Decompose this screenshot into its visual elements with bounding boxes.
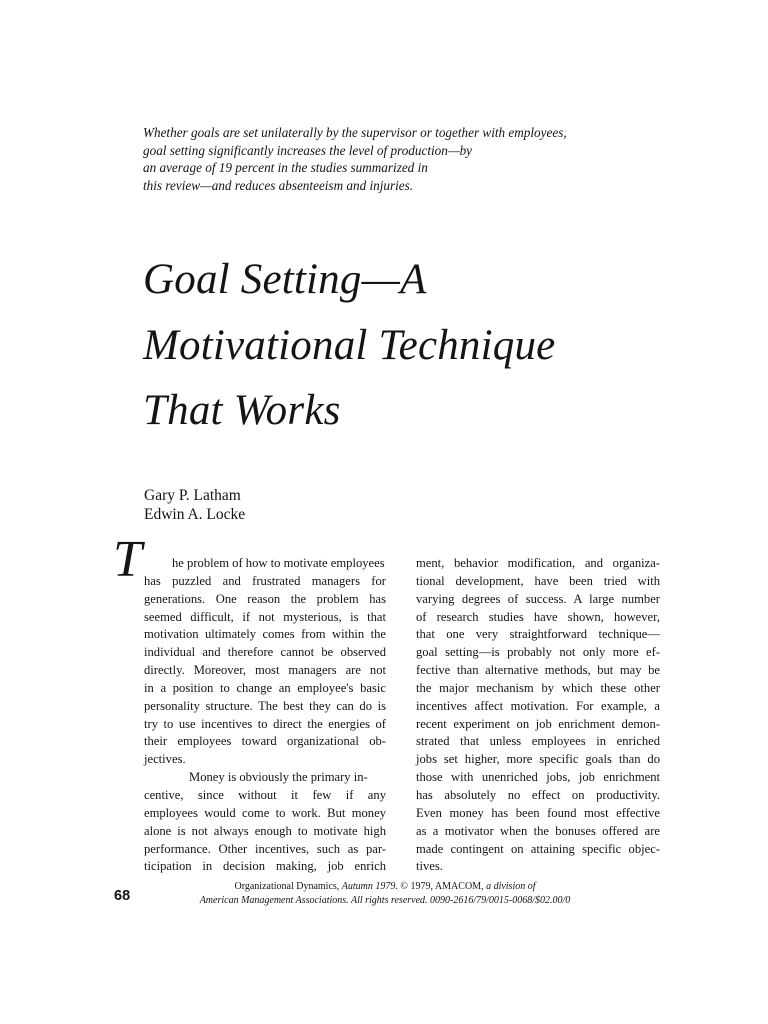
body-line: recent experiment on job enrichment demon- <box>416 716 660 731</box>
drop-cap: T <box>113 531 142 588</box>
article-code: 0090-2616/79/0015-0068/$02.00/0 <box>430 894 571 906</box>
authors <box>144 486 245 524</box>
copyright-notice: © 1979, AMACOM, <box>400 881 484 892</box>
body-line: Money is obviously the primary in- <box>189 770 368 785</box>
body-line: strated that unless employees in enriched <box>416 734 660 749</box>
body-line: varying degrees of success. A large number <box>416 591 660 606</box>
body-column-left <box>144 555 386 876</box>
body-line: performance. Other incentives, such as par- <box>144 841 386 856</box>
body-line: the major mechanism by which these other <box>416 680 660 695</box>
body-line: as a motivator when the bonuses offered are <box>416 823 660 838</box>
body-line: tives. <box>416 859 443 874</box>
body-line: personality structure. The best they can do is <box>144 698 386 713</box>
title-line: Goal Setting—A <box>143 256 427 303</box>
body-line: has puzzled and frustrated managers for <box>144 573 386 588</box>
abstract-line: goal setting significantly increases the level of production—by <box>143 142 473 158</box>
body-line: made contingent on attaining specific objec- <box>416 841 660 856</box>
body-line: directly. Moreover, most managers are not <box>144 663 386 678</box>
body-line: tional development, have been tried with <box>416 573 660 588</box>
journal-name: Organizational Dynamics, <box>234 881 340 892</box>
body-line: he problem of how to motivate employees <box>172 556 385 570</box>
body-line: jectives. <box>144 752 186 767</box>
body-line: has absolutely no effect on productivity. <box>416 787 660 802</box>
publisher-rights: American Management Associations. All rights reserved. <box>199 894 428 906</box>
body-line: individual and therefore cannot be observed <box>144 645 386 660</box>
author-name: Edwin A. Locke <box>144 506 246 523</box>
page-number: 68 <box>114 888 131 904</box>
footer-line-1 <box>150 880 620 894</box>
body-line: generations. One reason the problem has <box>144 591 386 606</box>
body-line: of research studies have shown, however, <box>416 609 660 624</box>
body-line: incentives affect motivation. For example, a <box>416 698 660 713</box>
body-line: that one very straightforward technique— <box>416 627 660 642</box>
body-line: fective than alternative methods, but may be <box>416 663 660 678</box>
body-line: those with unenriched jobs, job enrichment <box>416 770 660 785</box>
body-line: alone is not always enough to motivate high <box>144 823 386 838</box>
abstract-line: this review—and reduces absenteeism and injuries. <box>143 177 414 193</box>
body-line: seemed difficult, if not mysterious, is that <box>144 609 386 624</box>
body-line: try to use incentives to direct the energies of <box>144 716 386 731</box>
body-line: Even money has been found most effective <box>416 805 660 820</box>
abstract <box>143 124 643 194</box>
body-line: ment, behavior modification, and organiza- <box>416 556 660 570</box>
body-line: goal setting—is probably not only more ef- <box>416 645 660 660</box>
body-line: centive, since without it few if any <box>144 787 386 802</box>
body-line: their employees toward organizational ob- <box>144 734 386 749</box>
body-line: motivation ultimately comes from within the <box>144 627 386 642</box>
division-text: a division of <box>486 881 536 892</box>
body-line: ticipation in decision making, job enrich <box>144 859 386 874</box>
footer-line-2 <box>150 894 620 908</box>
body-line: in a position to change an employee's basic <box>144 680 386 695</box>
abstract-line: Whether goals are set unilaterally by the supervisor or together with employees, <box>143 125 567 140</box>
author-name: Gary P. Latham <box>144 487 241 504</box>
article-title <box>143 247 743 444</box>
body-line: jobs set higher, more specific goals than do <box>416 752 660 767</box>
journal-season: Autumn 1979. <box>341 881 398 892</box>
body-column-right <box>416 555 660 876</box>
copyright-footer <box>150 880 620 907</box>
body-line: employees would come to work. But money <box>144 805 386 820</box>
title-line: Motivational Technique <box>143 321 556 369</box>
abstract-line: an average of 19 percent in the studies summarized in <box>143 160 428 175</box>
title-line: That Works <box>143 387 341 434</box>
